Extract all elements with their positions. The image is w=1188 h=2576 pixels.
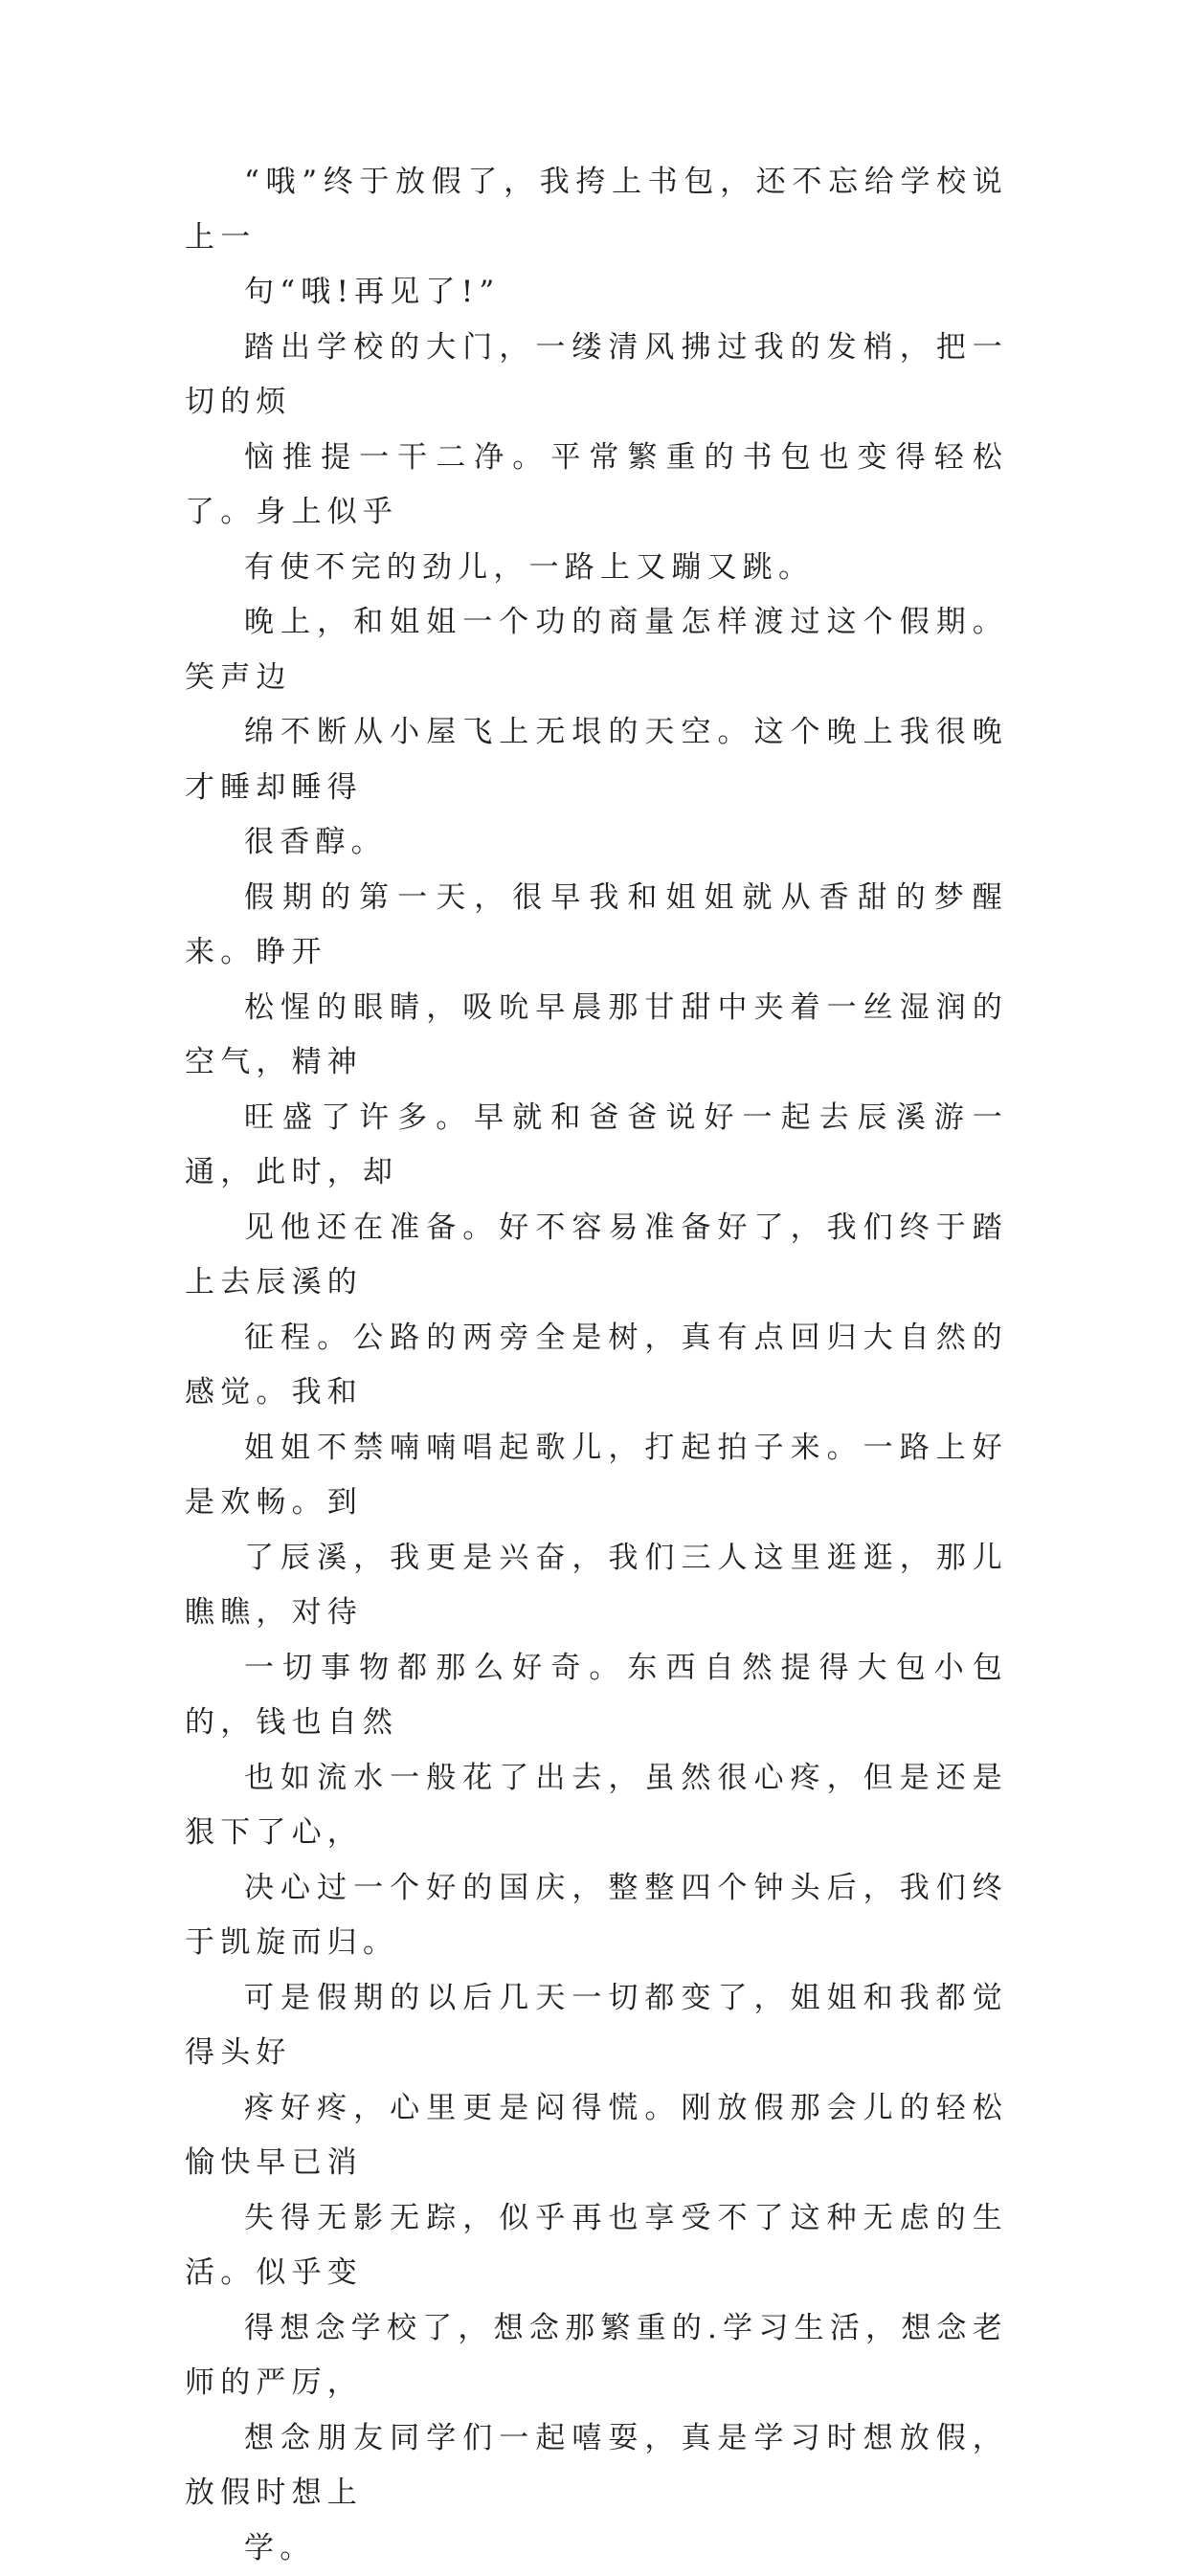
text-line: 也如流水一般花了出去，虽然很心疼，但是还是狠下了心， xyxy=(185,1751,1008,1861)
text-line: 晚上，和姐姐一个功的商量怎样渡过这个假期。笑声边 xyxy=(185,595,1008,705)
text-line: 学。 xyxy=(185,2521,1008,2576)
text-line: 假期的第一天，很早我和姐姐就从香甜的梦醒来。睁开 xyxy=(185,871,1008,981)
text-line: 了辰溪，我更是兴奋，我们三人这里逛逛，那儿瞧瞧，对待 xyxy=(185,1531,1008,1641)
paragraph-4 xyxy=(185,871,1008,1971)
text-line: 很香醇。 xyxy=(185,815,1008,871)
paragraph-5 xyxy=(185,1971,1008,2576)
text-line: 想念朋友同学们一起嘻耍，真是学习时想放假，放假时想上 xyxy=(185,2411,1008,2521)
text-line: 疼好疼，心里更是闷得慌。刚放假那会儿的轻松愉快早已消 xyxy=(185,2081,1008,2191)
text-line: 决心过一个好的国庆，整整四个钟头后，我们终于凯旋而归。 xyxy=(185,1861,1008,1971)
paragraph-2 xyxy=(185,321,1008,596)
text-line: “哦”终于放假了，我挎上书包，还不忘给学校说上一 xyxy=(185,155,1008,265)
text-line: 踏出学校的大门，一缕清风拂过我的发梢，把一切的烦 xyxy=(185,321,1008,431)
document-body xyxy=(185,155,1008,2576)
text-line: 旺盛了许多。早就和爸爸说好一起去辰溪游一通，此时，却 xyxy=(185,1091,1008,1201)
paragraph-3 xyxy=(185,595,1008,871)
text-line: 松惺的眼睛，吸吮早晨那甘甜中夹着一丝湿润的空气，精神 xyxy=(185,981,1008,1091)
text-line: 得想念学校了，想念那繁重的.学习生活，想念老师的严厉， xyxy=(185,2301,1008,2411)
text-line: 失得无影无踪，似乎再也享受不了这种无虑的生活。似乎变 xyxy=(185,2191,1008,2301)
text-line: 有使不完的劲儿，一路上又蹦又跳。 xyxy=(185,541,1008,596)
paragraph-1 xyxy=(185,155,1008,321)
text-line: 绵不断从小屋飞上无垠的天空。这个晚上我很晚才睡却睡得 xyxy=(185,705,1008,815)
text-line: 恼推提一干二净。平常繁重的书包也变得轻松了。身上似乎 xyxy=(185,431,1008,541)
text-line: 可是假期的以后几天一切都变了，姐姐和我都觉得头好 xyxy=(185,1971,1008,2081)
text-line: 征程。公路的两旁全是树，真有点回归大自然的感觉。我和 xyxy=(185,1311,1008,1421)
text-line: 一切事物都那么好奇。东西自然提得大包小包的，钱也自然 xyxy=(185,1641,1008,1751)
text-line: 姐姐不禁喃喃唱起歌儿，打起拍子来。一路上好是欢畅。到 xyxy=(185,1421,1008,1531)
text-line: 句“哦!再见了!” xyxy=(185,265,1008,321)
text-line: 见他还在准备。好不容易准备好了，我们终于踏上去辰溪的 xyxy=(185,1201,1008,1311)
